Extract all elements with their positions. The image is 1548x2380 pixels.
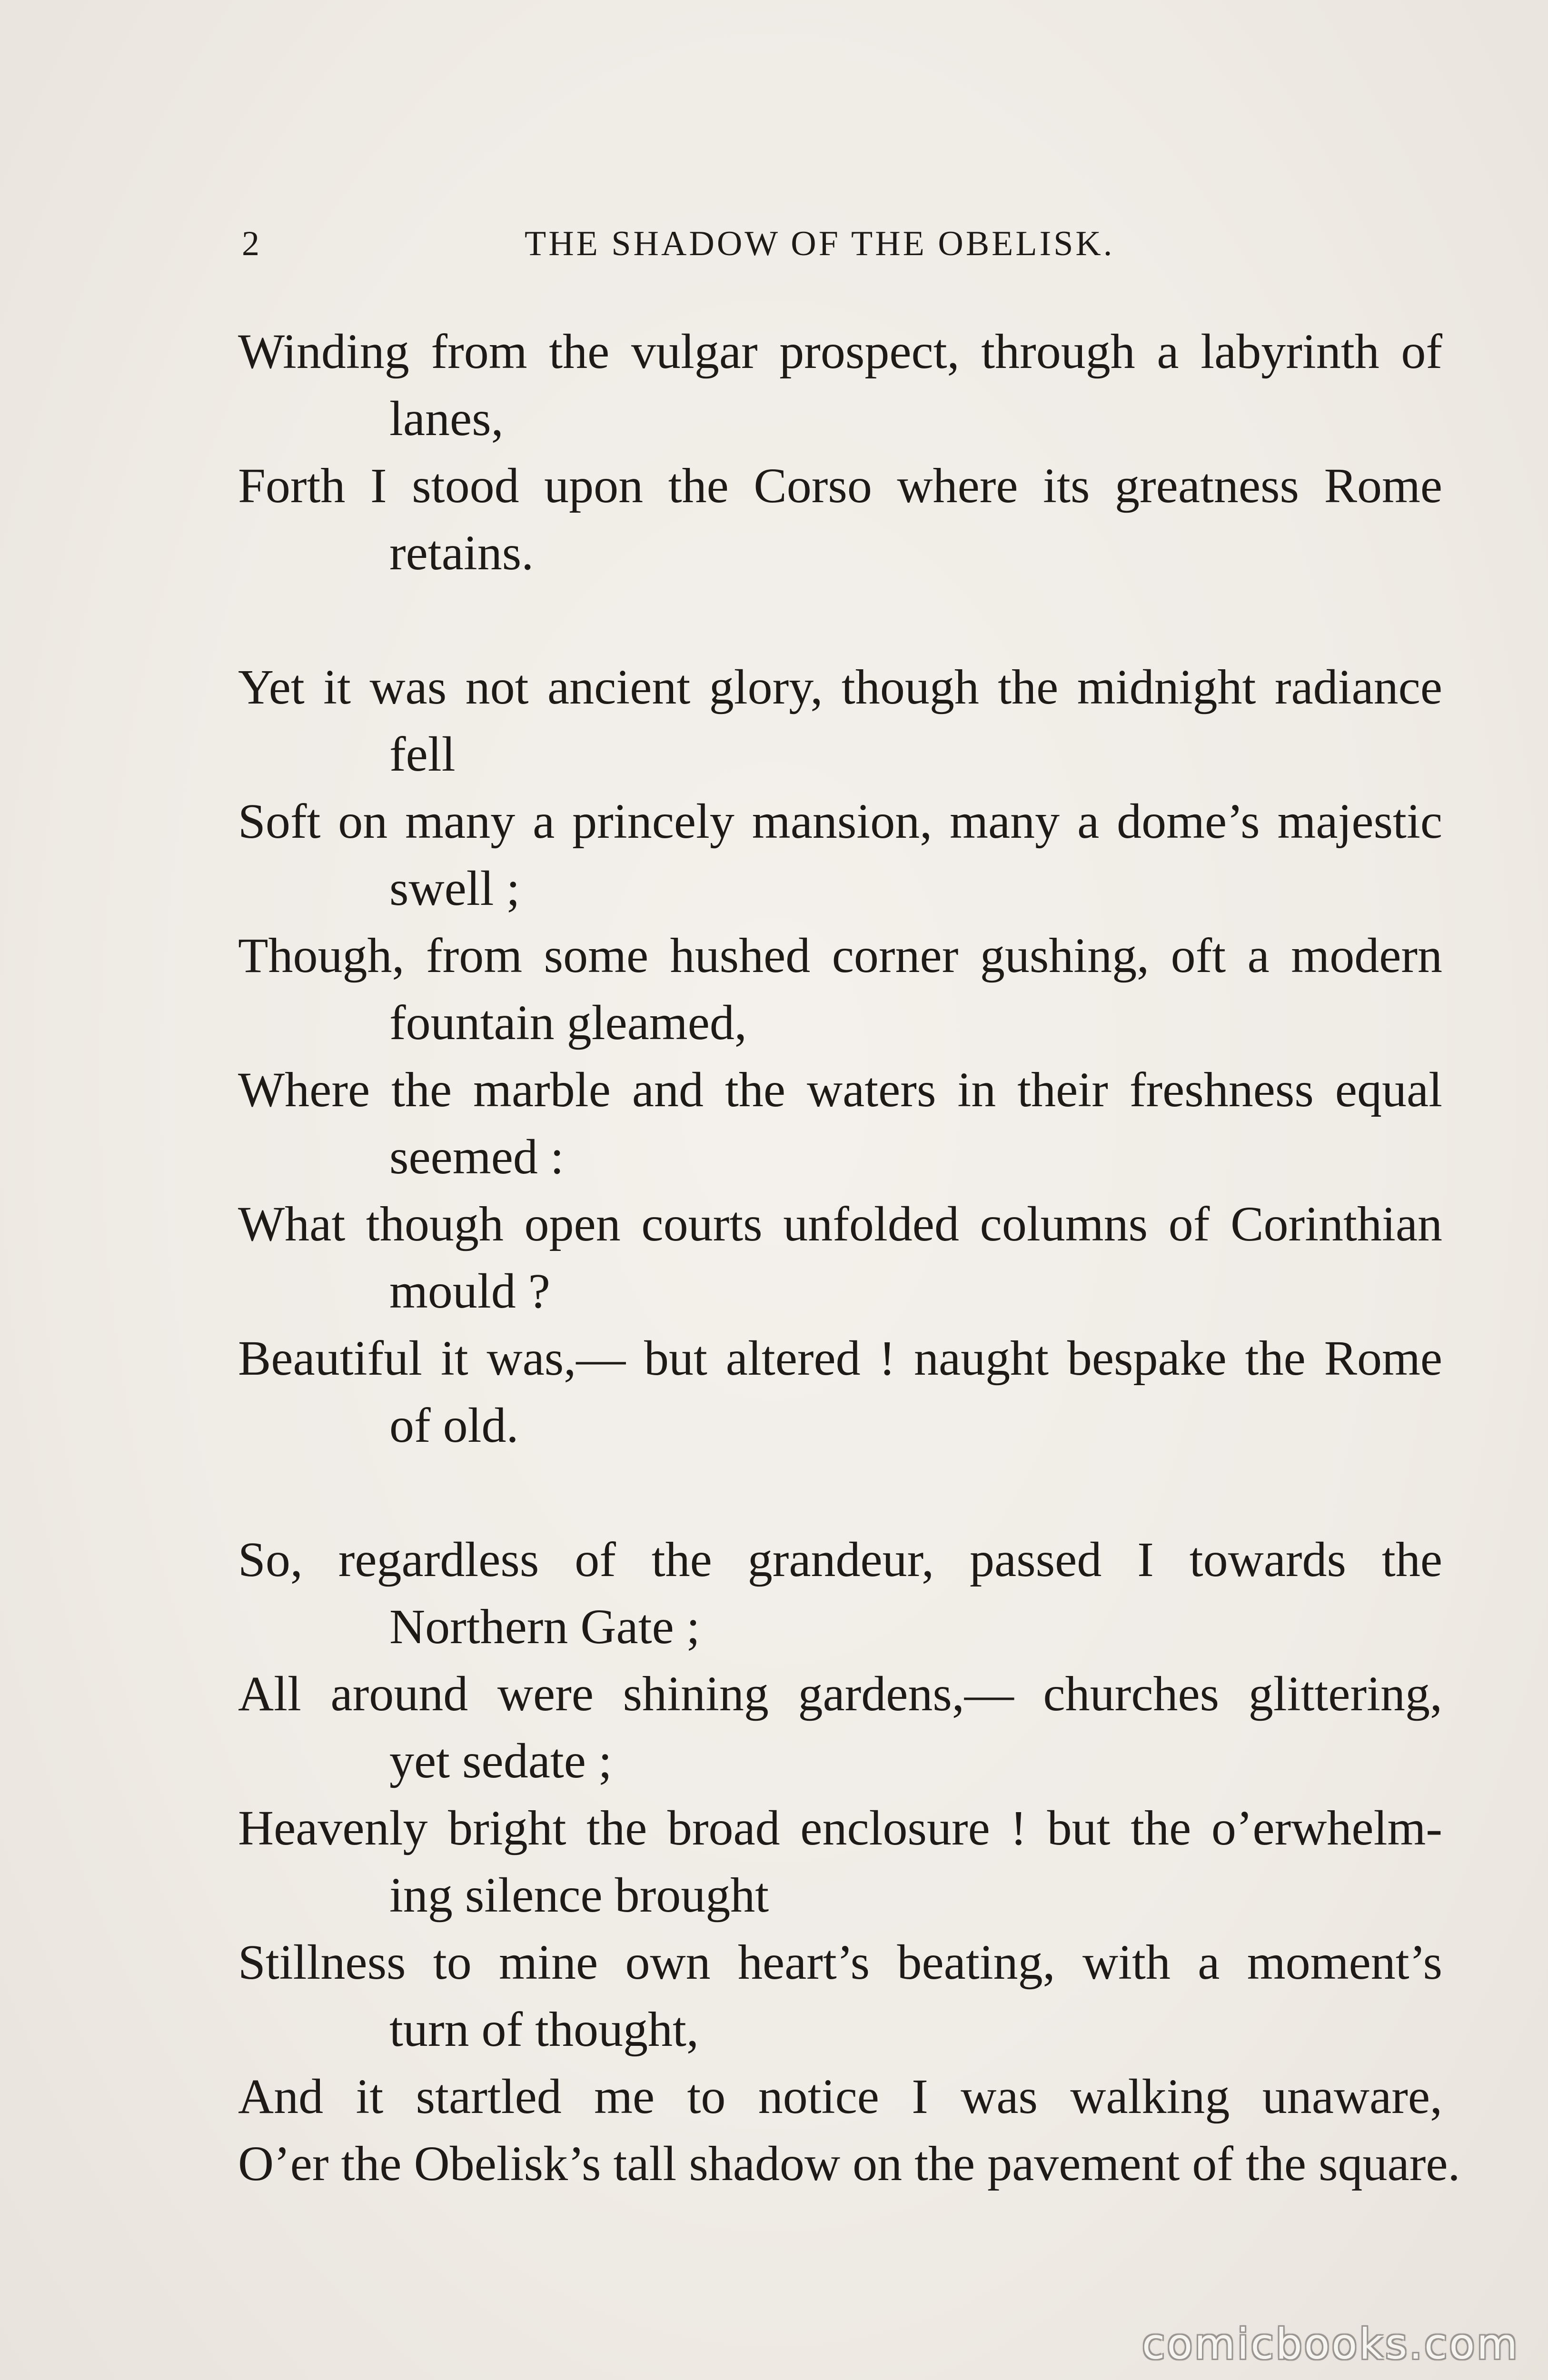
poem-line: Soft on many a princely mansion, many a dome’s majestic <box>238 794 1442 849</box>
poem-line: Heavenly bright the broad enclosure ! but the o’erwhelm- <box>238 1801 1442 1855</box>
poem-line: Beautiful it was,— but altered ! naught bespake the Rome <box>238 1331 1442 1386</box>
page-number: 2 <box>242 224 260 263</box>
poem-line-continuation: turn of thought, <box>389 2002 699 2057</box>
poem-line-continuation: swell ; <box>389 861 520 916</box>
poem-line-continuation: mould ? <box>389 1264 550 1319</box>
poem-line-continuation: ing silence brought <box>389 1868 769 1923</box>
poem-line-continuation: Northern Gate ; <box>389 1599 700 1654</box>
running-title: THE SHADOW OF THE OBELISK. <box>525 224 1115 263</box>
poem-line-continuation: lanes, <box>389 391 504 446</box>
poem-line-continuation: fountain gleamed, <box>389 995 747 1050</box>
poem-line: What though open courts unfolded columns of Corinthian <box>238 1197 1442 1251</box>
poem-line: Though, from some hushed corner gushing, oft a modern <box>238 928 1442 983</box>
poem-line: O’er the Obelisk’s tall shadow on the pavement of the square. <box>238 2136 1460 2191</box>
poem-line: All around were shining gardens,— churches glittering, <box>238 1666 1442 1721</box>
poem-line: Yet it was not ancient glory, though the midnight radiance <box>238 660 1442 714</box>
site-watermark: comicbooks.com <box>1141 2320 1519 2369</box>
poem-line-continuation: fell <box>389 727 456 782</box>
poem-line-continuation: of old. <box>389 1398 519 1453</box>
poem-line: Forth I stood upon the Corso where its greatness Rome <box>238 458 1442 513</box>
poem-line: Stillness to mine own heart’s beating, with a moment’s <box>238 1935 1442 1990</box>
poem-line: So, regardless of the grandeur, passed I towards the <box>238 1532 1442 1587</box>
poem-line-continuation: yet sedate ; <box>389 1734 612 1788</box>
poem-line: Where the marble and the waters in their freshness equal <box>238 1062 1442 1117</box>
poem-body <box>238 318 1460 2197</box>
stanza-3 <box>238 1526 1460 2197</box>
poem-line-continuation: retains. <box>389 526 534 580</box>
poem-line: And it startled me to notice I was walking unaware, <box>238 2069 1442 2124</box>
poem-line: Winding from the vulgar prospect, through a labyrinth of <box>238 324 1442 379</box>
stanza-2 <box>238 654 1442 1459</box>
running-header <box>238 215 1442 272</box>
stanza-1 <box>238 318 1442 586</box>
poem-line-continuation: seemed : <box>389 1130 564 1184</box>
